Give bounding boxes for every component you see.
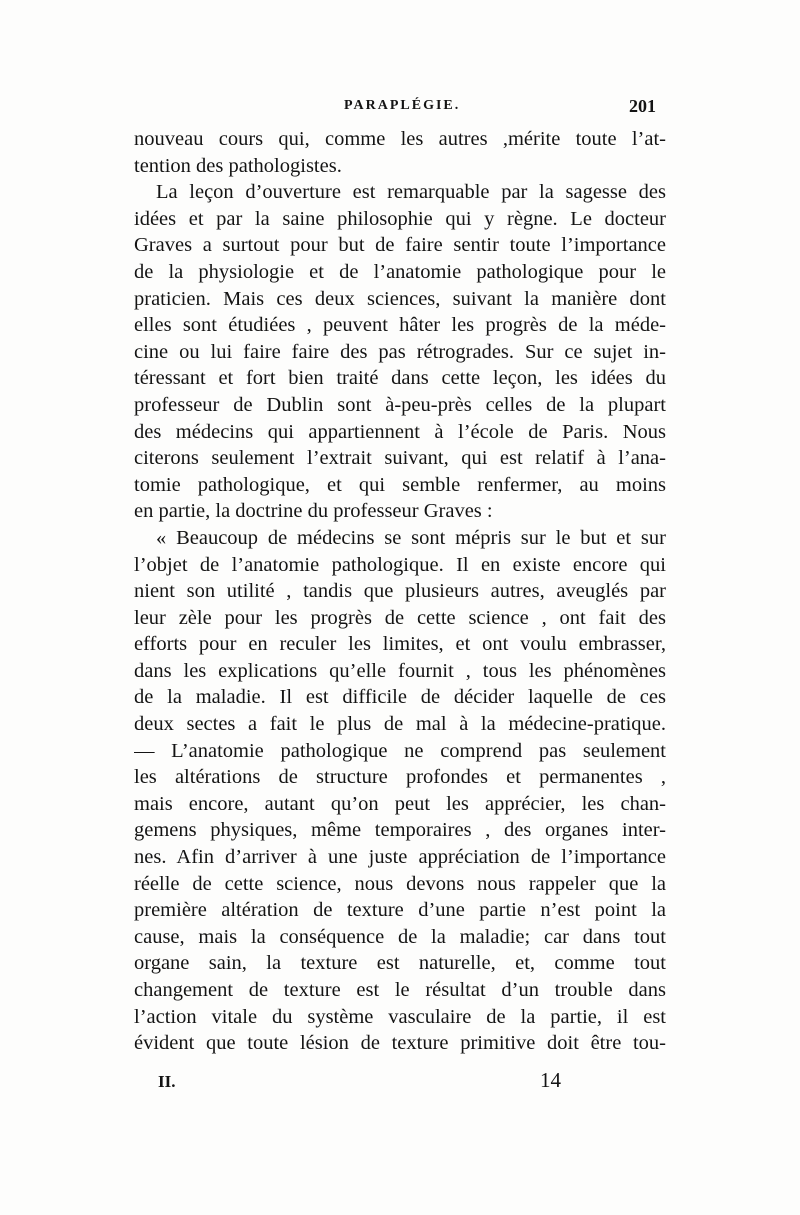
text-line: leur zèle pour les progrès de cette science , ont fait des — [134, 606, 666, 629]
text-line: évident que toute lésion de texture primitive doit être tou- — [134, 1032, 666, 1055]
text-line: réelle de cette science, nous devons nous rappeler que la — [134, 872, 666, 895]
signature-mark: II. — [158, 1072, 176, 1091]
signature-number: 14 — [540, 1068, 561, 1092]
text-line: des médecins qui appartiennent à l’école de Paris. Nous — [134, 420, 666, 443]
running-title: PARAPLÉGIE. — [344, 98, 461, 113]
text-line: citerons seulement l’extrait suivant, qui est relatif à l’ana- — [134, 447, 666, 470]
text-line: Graves a surtout pour but de faire sentir toute l’importance — [134, 234, 666, 257]
text-line: deux sectes a fait le plus de mal à la médecine-pratique. — [134, 713, 666, 736]
text-line: dans les explications qu’elle fournit , tous les phénomènes — [134, 659, 666, 682]
text-line: tomie pathologique, et qui semble renfermer, au moins — [134, 473, 666, 496]
text-line: première altération de texture d’une partie n’est point la — [134, 899, 666, 922]
text-line: « Beaucoup de médecins se sont mépris sur le but et sur — [156, 526, 666, 549]
text-line: efforts pour en reculer les limites, et ont voulu embrasser, — [134, 633, 666, 656]
text-line: en partie, la doctrine du professeur Graves : — [134, 500, 493, 523]
text-line: téressant et fort bien traité dans cette leçon, les idées du — [134, 367, 666, 390]
text-line: nouveau cours qui, comme les autres ,mérite toute l’at- — [134, 128, 666, 150]
text-line: cine ou lui faire faire des pas rétrogrades. Sur ce sujet in- — [134, 340, 666, 363]
text-line: idées et par la saine philosophie qui y règne. Le docteur — [134, 207, 666, 230]
text-line: gemens physiques, même temporaires , des organes inter- — [134, 819, 666, 842]
text-line: praticien. Mais ces deux sciences, suivant la manière dont — [134, 287, 666, 310]
text-line: l’action vitale du système vasculaire de la partie, il est — [134, 1005, 666, 1028]
text-line: cause, mais la conséquence de la maladie; car dans tout — [134, 925, 666, 948]
text-line: de la maladie. Il est difficile de décider laquelle de ces — [134, 686, 666, 709]
page-footer — [134, 1068, 656, 1098]
text-line: organe sain, la texture est naturelle, et, comme tout — [134, 952, 666, 975]
text-line: La leçon d’ouverture est remarquable par la sagesse des — [156, 181, 666, 204]
text-line: mais encore, autant qu’on peut les apprécier, les chan- — [134, 792, 666, 815]
text-line: l’objet de l’anatomie pathologique. Il en existe encore qui — [134, 553, 666, 576]
text-line: elles sont étudiées , peuvent hâter les progrès de la méde- — [134, 314, 666, 337]
body-text — [134, 126, 666, 1057]
text-line: nes. Afin d’arriver à une juste appréciation de l’importance — [134, 846, 666, 869]
text-line: nient son utilité , tandis que plusieurs autres, aveuglés par — [134, 580, 666, 603]
text-line: changement de texture est le résultat d’un trouble dans — [134, 979, 666, 1001]
text-line: professeur de Dublin sont à-peu-près celles de la plupart — [134, 393, 666, 416]
text-line: — L’anatomie pathologique ne comprend pas seulement — [134, 739, 666, 762]
page-number: 201 — [629, 96, 656, 116]
text-line: les altérations de structure profondes et permanentes , — [134, 766, 666, 789]
text-line: de la physiologie et de l’anatomie pathologique pour le — [134, 260, 666, 283]
text-line: tention des pathologistes. — [134, 154, 342, 177]
running-head — [134, 96, 656, 120]
